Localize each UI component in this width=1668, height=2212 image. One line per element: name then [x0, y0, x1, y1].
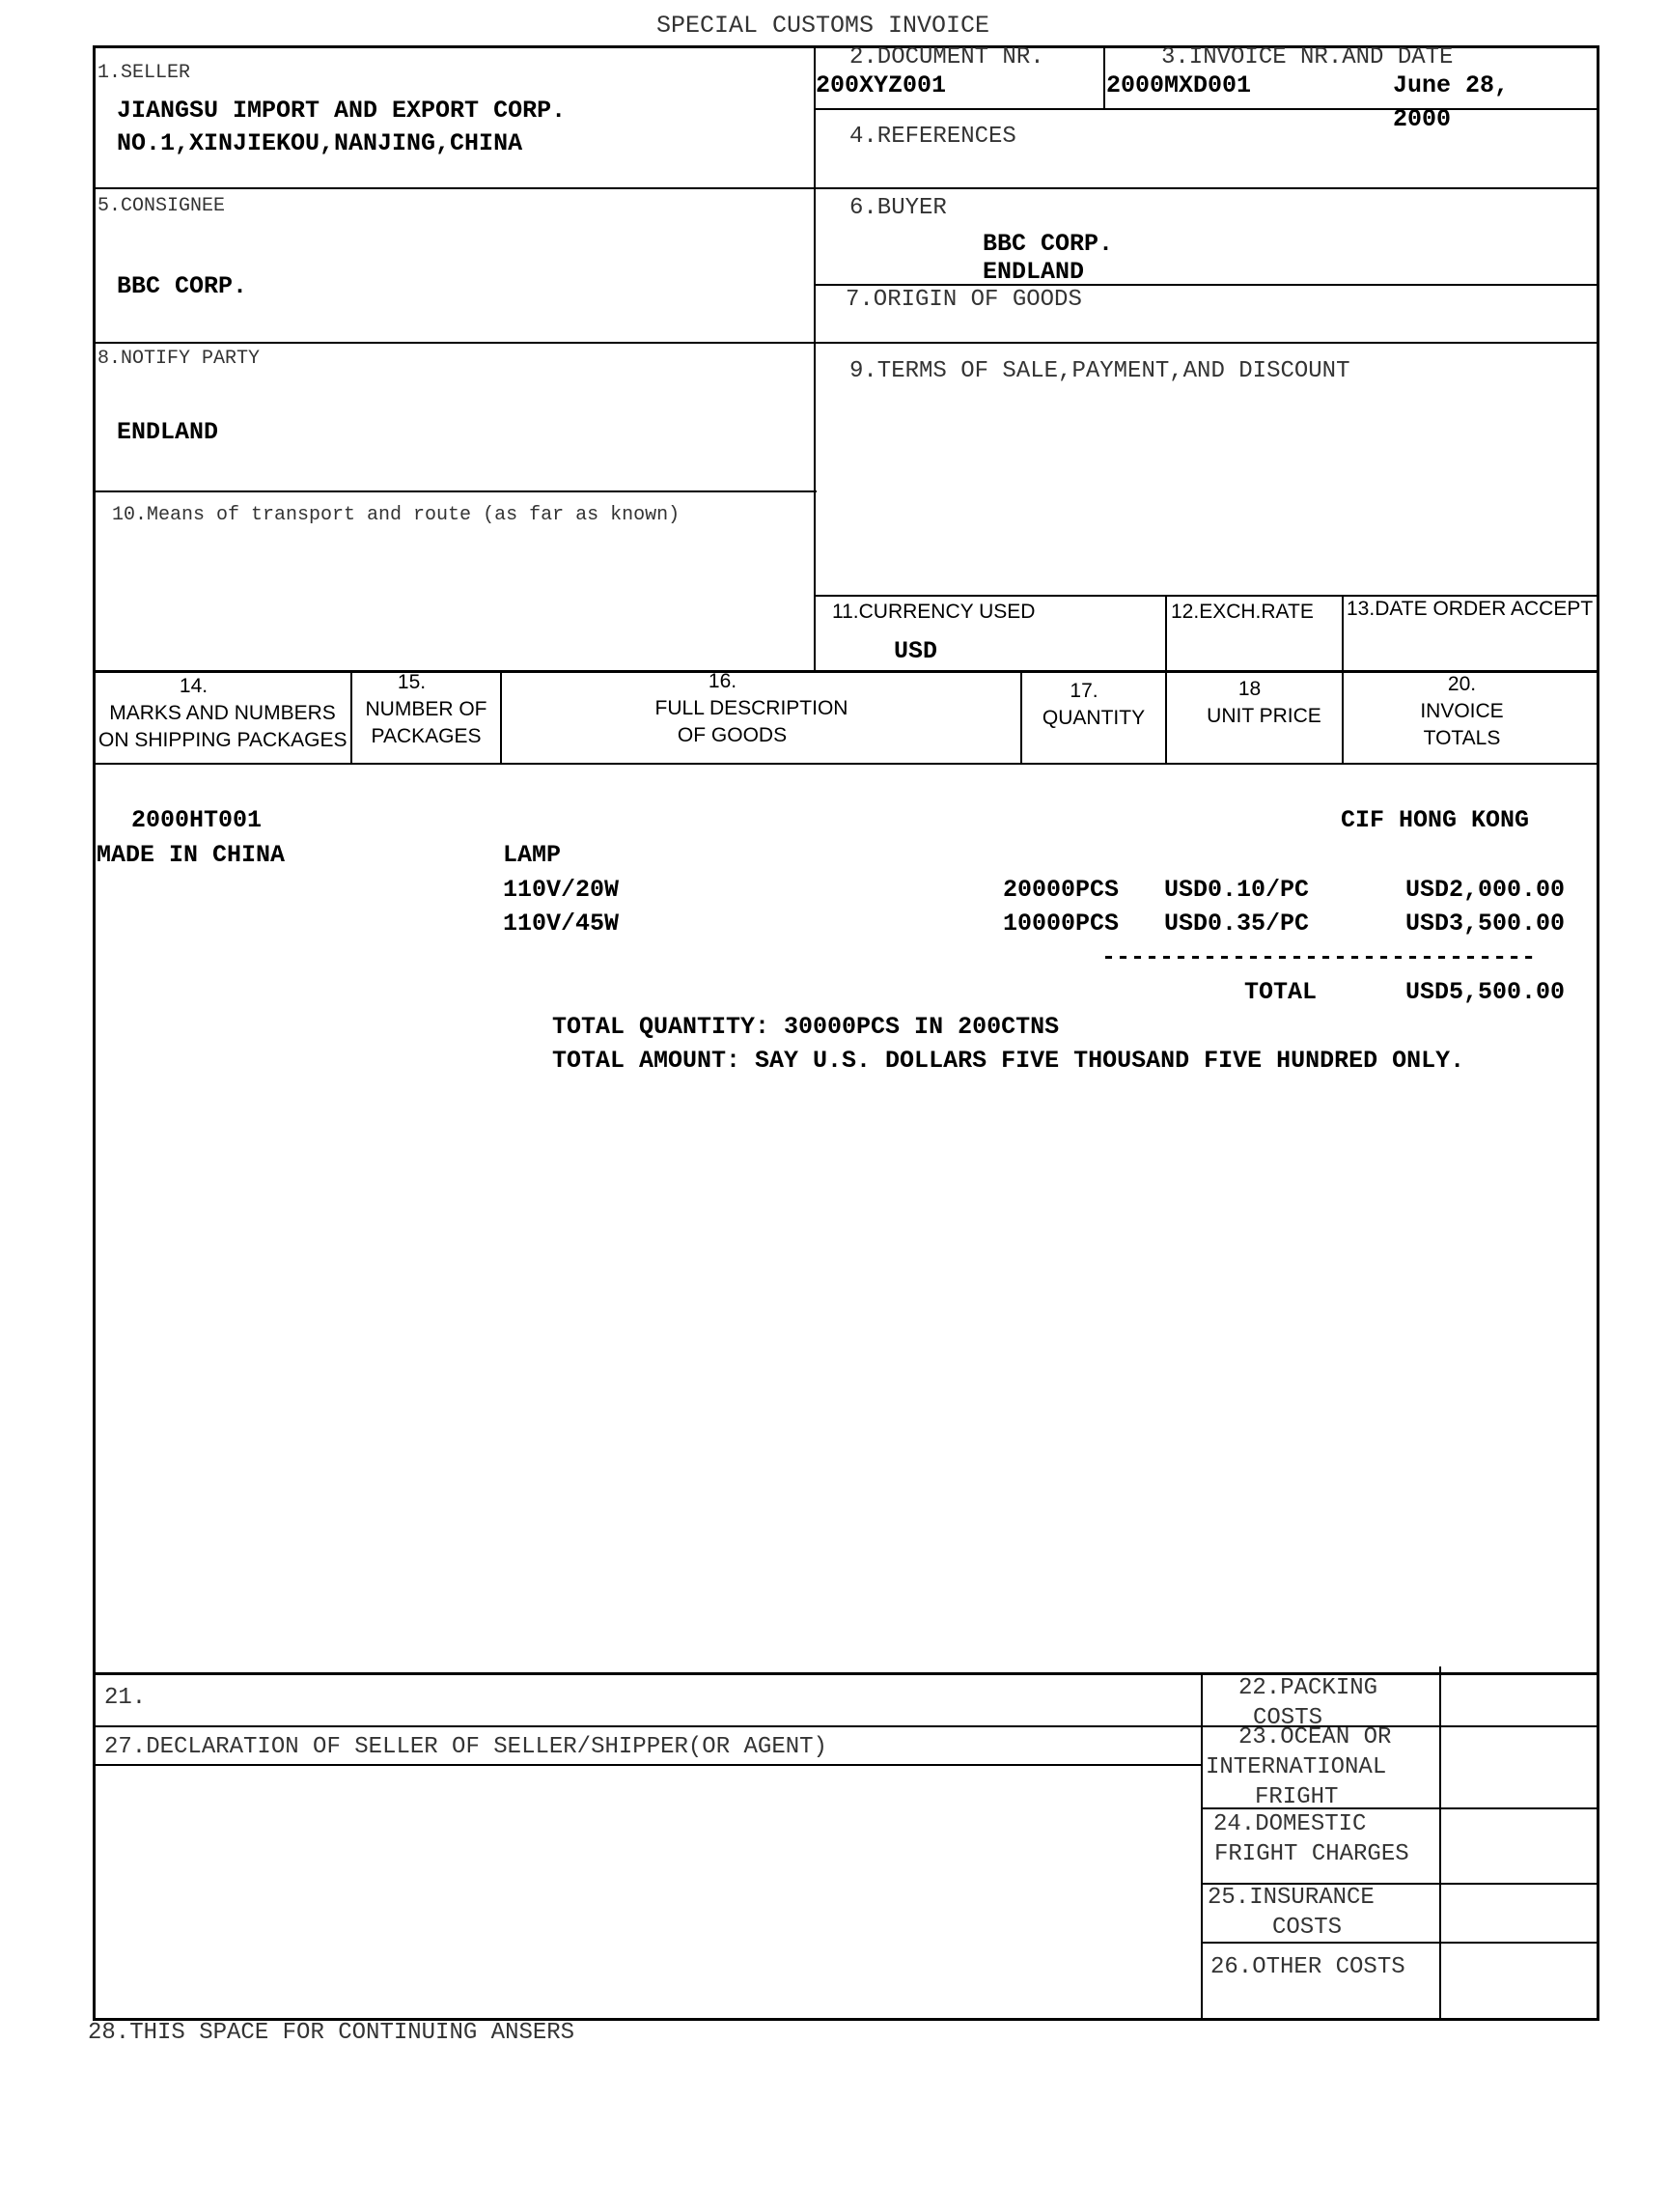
divider-h-notify: [93, 342, 1599, 344]
ocean-fright-label-2: INTERNATIONAL: [1206, 1754, 1387, 1780]
divider-h-origin: [814, 284, 1599, 286]
shipping-mark-2: MADE IN CHINA: [97, 841, 286, 869]
buyer-country: ENDLAND: [983, 258, 1085, 286]
domestic-fright-label-2: FRIGHT CHARGES: [1214, 1841, 1409, 1867]
col14-line1: MARKS AND NUMBERS: [109, 702, 336, 724]
buyer-name: BBC CORP.: [983, 230, 1114, 258]
divider-vertical-main: [814, 45, 816, 671]
trade-terms: CIF HONG KONG: [1341, 806, 1530, 834]
col20-num: 20.: [1447, 673, 1477, 695]
total-label: TOTAL: [1244, 978, 1318, 1006]
total-quantity: TOTAL QUANTITY: 30000PCS IN 200CTNS: [552, 1013, 1060, 1041]
seller-label: 1.SELLER: [97, 62, 191, 84]
item-2-desc: 110V/45W: [503, 910, 620, 938]
col17-num: 17.: [1070, 680, 1098, 702]
total-value: USD5,500.00: [1405, 978, 1566, 1006]
declaration-label: 27.DECLARATION OF SELLER OF SELLER/SHIPPER(OR AGENT): [104, 1734, 827, 1760]
col14-num: 14.: [179, 675, 208, 697]
item-1-price: USD0.10/PC: [1164, 876, 1310, 904]
date-order-label: 13.DATE ORDER ACCEPT: [1347, 598, 1594, 620]
dashed-separator: ------------------------------: [1101, 943, 1537, 971]
col16-num: 16.: [708, 670, 737, 692]
consignee-label: 5.CONSIGNEE: [97, 195, 226, 217]
col20-header: [1344, 671, 1599, 752]
total-amount: TOTAL AMOUNT: SAY U.S. DOLLARS FIVE THOUSAND FIVE HUNDRED ONLY.: [552, 1047, 1465, 1075]
currency-value: USD: [894, 637, 938, 665]
ocean-fright-label-3: FRIGHT: [1255, 1784, 1339, 1810]
notify-party-value: ENDLAND: [117, 418, 219, 446]
consignee-value: BBC CORP.: [117, 272, 248, 300]
col20-line1: INVOICE: [1420, 700, 1504, 722]
ocean-fright-label-1: 23.OCEAN OR: [1238, 1724, 1392, 1750]
item-1-qty: 20000PCS: [1003, 876, 1120, 904]
exch-rate-label: 12.EXCH.RATE: [1171, 601, 1314, 623]
item-1-desc: 110V/20W: [503, 876, 620, 904]
col14-line2: ON SHIPPING PACKAGES: [98, 729, 348, 751]
other-costs-label: 26.OTHER COSTS: [1210, 1954, 1405, 1980]
col14-header: [95, 673, 350, 754]
document-nr-value: 200XYZ001: [816, 71, 947, 99]
divider-h-consignee: [93, 187, 1599, 189]
domestic-fright-label-1: 24.DOMESTIC: [1213, 1811, 1367, 1837]
page-title: SPECIAL CUSTOMS INVOICE: [656, 12, 990, 40]
seller-name: JIANGSU IMPORT AND EXPORT CORP.: [117, 97, 567, 125]
terms-label: 9.TERMS OF SALE,PAYMENT,AND DISCOUNT: [849, 358, 1350, 384]
item-2-total: USD3,500.00: [1405, 910, 1566, 938]
divider-h-transport: [93, 490, 817, 492]
origin-label: 7.ORIGIN OF GOODS: [846, 287, 1082, 313]
col20-line2: TOTALS: [1423, 727, 1501, 749]
buyer-label: 6.BUYER: [849, 195, 947, 221]
insurance-costs-label-1: 25.INSURANCE: [1208, 1885, 1375, 1911]
divider-v-costs: [1201, 1672, 1203, 2019]
packing-costs-label-2: COSTS: [1253, 1705, 1323, 1731]
insurance-costs-label-2: COSTS: [1272, 1915, 1343, 1941]
divider-h-27-bottom: [93, 1764, 1203, 1766]
item-1-total: USD2,000.00: [1405, 876, 1566, 904]
col16-line1: FULL DESCRIPTION: [654, 697, 848, 719]
packing-costs-label-1: 22.PACKING: [1238, 1675, 1378, 1701]
invoice-date-line2: 2000: [1393, 105, 1452, 133]
divider-v-exch: [1165, 595, 1167, 672]
references-label: 4.REFERENCES: [849, 124, 1016, 150]
invoice-nr-value: 2000MXD001: [1106, 71, 1252, 99]
divider-h-columns-bottom: [93, 763, 1599, 765]
shipping-mark-1: 2000HT001: [131, 806, 263, 834]
col15-line1: NUMBER OF: [365, 698, 487, 720]
item-name: LAMP: [503, 841, 562, 869]
box21-label: 21.: [104, 1685, 147, 1711]
currency-label: 11.CURRENCY USED: [832, 601, 1036, 623]
divider-v-date: [1342, 595, 1344, 672]
col15-line2: PACKAGES: [371, 725, 482, 747]
divider-h-26: [1201, 1942, 1599, 1944]
col16-line2: OF GOODS: [677, 724, 788, 746]
invoice-nr-label: 3.INVOICE NR.AND DATE: [1161, 44, 1454, 70]
col18-num: 18: [1237, 678, 1262, 700]
col18-header: [1167, 676, 1342, 730]
continuing-answers-label: 28.THIS SPACE FOR CONTINUING ANSERS: [88, 2020, 575, 2046]
col18-line1: UNIT PRICE: [1207, 705, 1321, 727]
col17-header: [1022, 678, 1165, 732]
col15-num: 15.: [397, 671, 427, 693]
divider-vertical-docnr: [1103, 45, 1105, 109]
transport-label: 10.Means of transport and route (as far as known): [112, 504, 681, 526]
invoice-date-line1: June 28,: [1393, 71, 1510, 99]
document-nr-label: 2.DOCUMENT NR.: [849, 44, 1044, 70]
item-2-price: USD0.35/PC: [1164, 910, 1310, 938]
col16-header: [502, 668, 1020, 749]
notify-party-label: 8.NOTIFY PARTY: [97, 348, 261, 370]
item-2-qty: 10000PCS: [1003, 910, 1120, 938]
divider-v-costs-values: [1439, 1666, 1441, 2019]
col17-line1: QUANTITY: [1042, 707, 1146, 729]
divider-h-currency: [814, 595, 1599, 597]
seller-address: NO.1,XINJIEKOU,NANJING,CHINA: [117, 129, 523, 157]
divider-h-refs: [814, 108, 1599, 110]
